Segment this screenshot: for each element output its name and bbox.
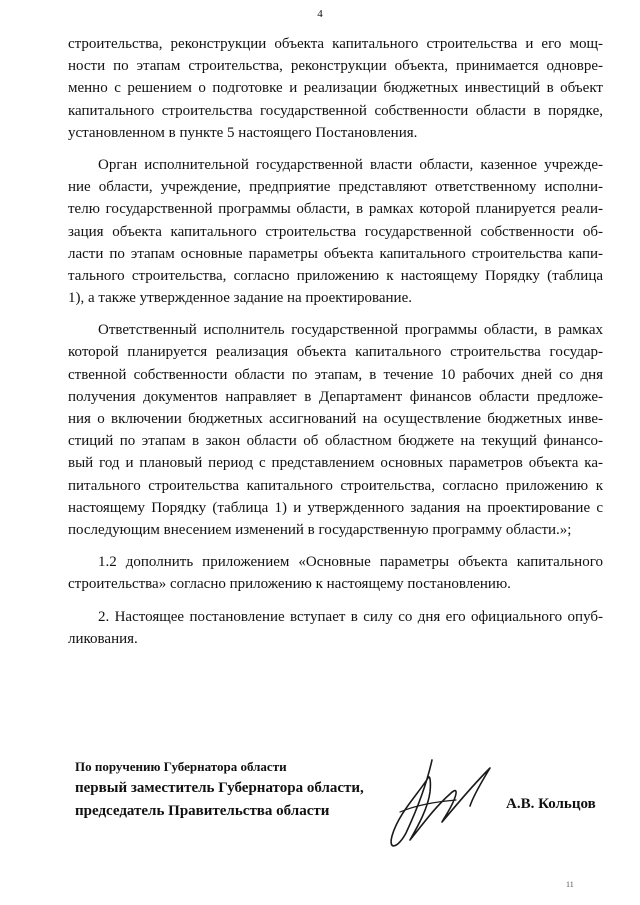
paragraph: [68, 551, 603, 595]
text-line: ности по этапам строительства, реконструкции объекта, принимается одновре-: [68, 58, 603, 75]
text-line: менно с решением о подготовке и реализации бюджетных инвестиций в объект: [68, 80, 603, 97]
text-line: строительства» согласно приложению к настоящему постановлению.: [68, 576, 511, 593]
text-line: 1.2 дополнить приложением «Основные параметры объекта капитального: [98, 554, 603, 571]
text-line: Ответственный исполнитель государственной программы области, в рамках: [98, 322, 603, 339]
corner-mark: 11: [566, 880, 574, 889]
text-line: ния о включении бюджетных ассигнований на осуществление бюджетных инве-: [68, 411, 603, 427]
paragraph-gap: [68, 144, 603, 154]
text-line: ственной собственности области по этапам, в течение 10 рабочих дней со дня: [68, 366, 603, 383]
text-line: ласти по этапам основные параметры объекта капитального строительства капи-: [68, 245, 603, 262]
signatory-title-block: [75, 757, 405, 823]
text-line: Орган исполнительной государственной власти области, казенное учрежде-: [98, 156, 603, 173]
text-line: стиций по этапам в закон области об областном бюджете на текущий финансо-: [68, 433, 603, 450]
text-line: тального строительства, согласно приложению к настоящему Порядку (таблица: [68, 267, 603, 284]
paragraph: [68, 154, 603, 309]
text-line: ликования.: [68, 630, 138, 647]
paragraph: [68, 606, 603, 650]
page-number: 4: [317, 8, 323, 20]
text-line: получения документов направляет в Департамент финансов области предложе-: [68, 388, 603, 405]
signatory-name: А.В. Кольцов: [506, 796, 596, 812]
text-line: вый год и плановый период с представлением основных параметров объекта ка-: [68, 455, 603, 472]
signatory-line-1: По поручению Губернатора области: [75, 759, 287, 774]
text-line: 2. Настоящее постановление вступает в силу со дня его официального опуб-: [98, 608, 603, 625]
document-body: [68, 33, 603, 650]
text-line: ние области, учреждение, предприятие представляют ответственному исполни-: [68, 179, 603, 196]
handwritten-signature: [370, 748, 510, 858]
text-line: настоящему Порядку (таблица 1) и утвержденного задания на проектирование с: [68, 499, 603, 516]
signatory-line-2: первый заместитель Губернатора области,: [75, 780, 364, 796]
paragraph: [68, 319, 603, 541]
text-line: которой планируется реализация объекта капитального строительства государ-: [68, 344, 603, 361]
paragraph-gap: [68, 596, 603, 606]
text-line: последующим внесением изменений в государственную программу области.»;: [68, 521, 572, 538]
text-line: строительства, реконструкции объекта капитального строительства и его мощ-: [68, 36, 603, 52]
text-line: телю государственной программы области, в рамках которой планируется реали-: [68, 201, 603, 218]
text-line: питального строительства капитального строительства, согласно приложению к: [68, 477, 603, 494]
paragraph: [68, 33, 603, 144]
paragraph-gap: [68, 309, 603, 319]
text-line: капитального строительства государственной собственности области в порядке,: [68, 102, 603, 119]
signatory-line-3: председатель Правительства области: [75, 803, 330, 819]
text-line: установленном в пункте 5 настоящего Постановления.: [68, 124, 418, 141]
text-line: зация объекта капитального строительства государственной собственности об-: [68, 223, 603, 240]
text-line: 1), а также утвержденное задание на проектирование.: [68, 290, 412, 307]
paragraph-gap: [68, 541, 603, 551]
